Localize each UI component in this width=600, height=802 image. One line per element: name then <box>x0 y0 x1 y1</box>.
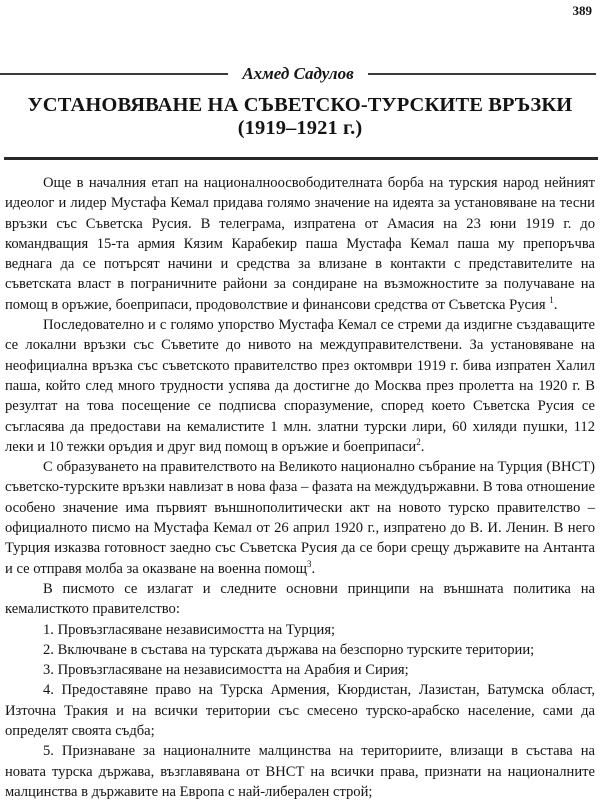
paragraph-4 <box>5 579 595 620</box>
author-name: Ахмед Садулов <box>242 64 354 83</box>
footnote-ref-2[interactable]: 2 <box>416 437 421 447</box>
paragraph-tail: . <box>420 438 425 455</box>
decorative-rule-left <box>0 73 228 75</box>
principle-item-1: 1. Провъзгласяване независимостта на Турция; <box>43 621 336 638</box>
paragraph-2 <box>5 315 595 457</box>
principle-item-5: 5. Признаване за националните малцинства на териториите, влизащи в състава на новата турска държава, възглавявана от ВНСТ на всички права, признати на националните малцинства в държавите на Европа с най-либерален строй; <box>5 743 595 800</box>
paragraph-tail: . <box>553 296 558 313</box>
article-body <box>5 173 595 802</box>
author-header <box>0 62 600 86</box>
paragraph-text: Последователно и с голямо упорство Мустафа Кемал се стреми да издигне създаващите се локални връзки със Съветите до нивото на междуправителствени. За установяване на неофициална връзка със съветското правителство през октомври 1919 г. бива изпратен Халил паша, който след много трудности успява да достигне до Москва през пролетта на 1920 г. В резултат на това посещение се подписва споразумение, според което Съветска Русия се съгласява да предостави на кемалистите 1 млн. златни турски лири, 60 хиляди пушки, 112 леки и 10 тежки оръдия и друг вид помощ в оръжие и боеприпаси <box>5 317 595 455</box>
principle-item-3: 3. Провъзгласяване на независимостта на Арабия и Сирия; <box>43 662 409 679</box>
footnote-ref-3[interactable]: 3 <box>306 558 312 569</box>
paragraph-tail: . <box>311 560 316 577</box>
title-divider <box>4 157 598 160</box>
principle-item-4: 4. Предоставяне право на Турска Армения, Кюрдистан, Лазистан, Батумска област, Източна Тракия и на всички територии със смесено турско-арабско население, сами да определят своята съдба; <box>5 682 595 740</box>
paragraph-text: Още в началния етап на националноосвободителната борба на турския народ нейният идеолог и лидер Мустафа Кемал придава голямо значение на идеята за установяване на тесни връзки със Съветска Русия. В телеграма, изпратена от Амасия на 23 юни 1919 г. до командващия 15-та армия Кязим Карабекир паша Мустафа Кемал паша му препоръчва веднага да се потърсят начини и средства за влизане в контакти с представителите на съветската власт в пограничните райони за сондиране на възможностите за получаване на помощ в оръжие, боеприпаси, продоволствие и финансови средства от Съветска Русия <box>5 175 595 313</box>
paragraph-1 <box>5 173 595 315</box>
principle-item-2: 2. Включване в състава на турската държава на безспорно турските територии; <box>43 641 535 658</box>
footnote-ref-1[interactable]: 1 <box>549 294 554 305</box>
article-title-main: УСТАНОВЯВАНЕ НА СЪВЕТСКО-ТУРСКИТЕ ВРЪЗКИ <box>27 94 573 116</box>
paragraph-text: С образуването на правителството на Великото национално събрание на Турция (ВНСТ) съветско-турските връзки навлизат в нова фаза – фазата на междудържавни. В това отношение особено значение има първият външнополитически акт на новото турско правителство – официалното писмо на Мустафа Кемал от 26 април 1920 г., изпратено до В. И. Ленин. В него Турция изказва готовност заедно със Съветска Русия да се бори срещу държавите на Антанта и се отправя молба за оказване на военна помощ <box>5 459 595 577</box>
paragraph-text: В писмото се излагат и следните основни принципи на външната политика на кемалисткото правителство: <box>5 580 595 618</box>
decorative-rule-right <box>368 73 596 75</box>
paragraph-3 <box>5 457 595 579</box>
article-title <box>0 94 600 140</box>
article-title-dates: (1919–1921 г.) <box>237 117 363 139</box>
page-number: 389 <box>572 3 592 18</box>
